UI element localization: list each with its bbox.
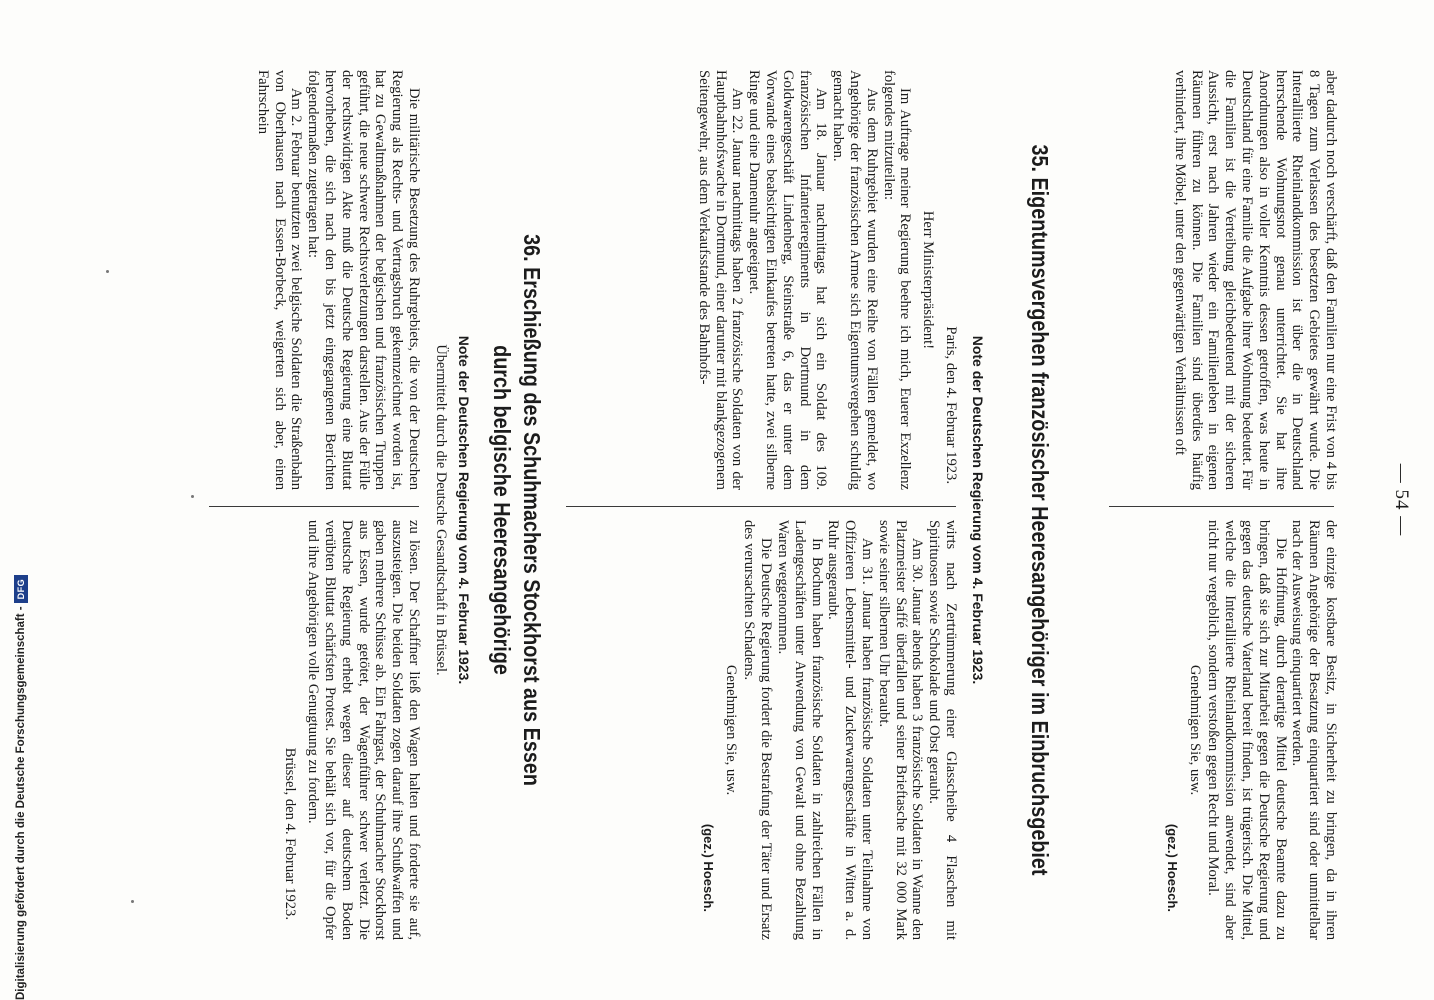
section-35-left-paragraph: Am 22. Januar nachmittags haben 2 französische Soldaten von der Hauptbahnhofswache in Dortmund, einer darunter mit blankgezogenem Seitengewehr, aus dem Verkaufsstande des Bahnhofs-: [695, 70, 746, 490]
column-divider: [566, 506, 956, 507]
section-35-left-paragraph: Am 18. Januar nachmittags hat sich ein Soldat des 109. französischen Infanterieregiments in Dortmund in dem Goldwarengeschäft Lindenberg, Steinstraße 6, das er unter dem Vorwande eines beabsichtigten Einkaufes betreten hatte, zwei silberne Ringe und eine Damenuhr angeeignet.: [746, 70, 830, 490]
section-35-closing: Genehmigen Sie, usw.: [722, 664, 739, 796]
section-35-left-column: [695, 70, 959, 490]
section-35-right-paragraph: In Bochum haben französische Soldaten in zahlreichen Fällen in Ladengeschäften unter Anwendung von Gewalt und ohne Bezahlung Waren weggenommen.: [775, 520, 825, 940]
carryover-right-text: der einzige kostbare Besitz, in Sicherheit zu bringen, da in ihren Räumen Angehörige der Besatzung einquartiert sind oder unmittelbar nach der Ausweisung einquartiert werden.: [1289, 520, 1339, 940]
section-36-place-date: Brüssel, den 4. Februar 1923.: [282, 747, 299, 920]
section-36-transmitted: Übermittelt durch die Deutsche Gesandtschaft in Brüssel.: [433, 344, 449, 676]
margin-credit-text: Digitalisierung gefördert durch die Deutsche Forschungsgemeinschaft -: [15, 606, 28, 1000]
section-35-right-paragraph: Die Deutsche Regierung fordert die Bestrafung der Täter und Ersatz des verursachten Schadens.: [741, 520, 775, 940]
column-divider: [209, 506, 419, 507]
carryover-left-text: aber dadurch noch verschärft, daß den Familien nur eine Frist von 4 bis 8 Tagen zum Verlassen des besetzten Gebietes gewährt wurde. Die Interalliierte Rheinlandkommission ist über die in Deutschland herrschende Wohnungsnot genau unterrichtet. Sie hat ihre Anordnungen also in voller Kenntnis dessen getroffen, was heute in Deutschland für eine Familie die Aufgabe ihrer Wohnung bedeutet. Für die Familien ist die Verteibung gleichbedeutend mit der sicheren Aussicht, erst nach Jahren wieder ein Familienleben in eigenen Räumen führen zu können. Die Familien sind überdies häufig verhindert, ihre Möbel, unter den gegenwärtigen Verhältnissen oft: [1171, 70, 1339, 490]
section-36-title-line-2: durch belgische Heeresangehörige: [489, 345, 515, 675]
carryover-left-column: [1171, 70, 1339, 490]
carryover-right-column: [1163, 520, 1339, 940]
column-divider: [1109, 506, 1334, 507]
section-35-signature: (gez.) Hoesch.: [700, 823, 716, 912]
section-36-title-line-1: 36. Erschießung des Schuhmachers Stockhorst aus Essen: [519, 234, 545, 786]
scan-speck: [191, 495, 194, 498]
page-number: — 54 —: [1391, 463, 1412, 537]
scan-speck: [106, 270, 109, 273]
section-35-left-paragraph: Im Auftrage meiner Regierung beehre ich mich, Euerer Exzellenz folgendes mitzuteilen:: [880, 70, 914, 490]
section-36-right-column: [282, 520, 422, 940]
section-35-right-column: [699, 520, 959, 940]
section-35-left-paragraph: Aus dem Ruhrgebiet wurden eine Reihe von Fällen gemeldet, wo Angehörige der französischen Armee sich Eigentumsvergehen schuldig gemacht haben.: [830, 70, 880, 490]
section-36-left-column: [254, 70, 422, 490]
scan-speck: [131, 900, 134, 903]
section-35-title: 35. Eigentumsvergehen französischer Heeresangehöriger im Einbruchsgebiet: [1027, 144, 1053, 876]
section-36-note-heading: Note der Deutschen Regierung vom 4. Februar 1923.: [456, 335, 472, 685]
section-35-note-heading: Note der Deutschen Regierung vom 4. Februar 1923.: [970, 335, 986, 685]
section-35-right-paragraph: Am 31. Januar haben französische Soldaten unter Teilnahme von Offizieren Lebensmittel- und Zuckerwarengeschäfte in Witten a. d. Ruhr ausgeraubt.: [825, 520, 876, 940]
section-35-salutation: Herr Ministerpräsident!: [920, 210, 937, 350]
margin-credit: [14, 575, 28, 1000]
section-35-right-paragraph: wirts nach Zertrümmerung einer Glasscheibe 4 Flaschen mit Spirituosen sowie Schokolade und Obst geraubt.: [926, 520, 959, 940]
section-36-left-paragraph: Die militärische Besetzung des Ruhrgebiets, die von der Deutschen Regierung als Rechts- und Vertragsbruch gekennzeichnet worden ist, hat zu Gewaltmaßnahmen der belgischen und französischen Truppen geführt, die neue schwere Rechtsverletzungen darstellen. Aus der Fülle der rechtswidrigen Akte muß die Deutsche Regierung eine Bluttat hervorheben, die sich nach den bis jetzt eingegangenen Berichten folgendermaßen zugetragen hat:: [305, 70, 422, 490]
section-35-place-date: Paris, den 4. Februar 1923.: [943, 326, 959, 484]
dfg-logo: DFG: [14, 575, 28, 604]
section-36-left-paragraph: Am 2. Februar benutzten zwei belgische Soldaten die Straßenbahn von Oberhausen nach Essen-Borbeck, weigerten sich aber, einen Fahrschein: [254, 70, 305, 490]
section-35-right-paragraph: Am 30. Januar abends haben 3 französische Soldaten in Wanne den Platzmeister Saffé überfallen und seiner Brieftasche mit 32 000 Mark sowie seiner silbernen Uhr beraubt.: [875, 520, 926, 940]
section-36-right-paragraph: zu lösen. Der Schaffner ließ den Wagen halten und forderte sie auf, auszusteigen. Die beiden Soldaten zogen darauf ihre Schußwaffen und gaben mehrere Schüsse ab. Ein Fahrgast, der Schuhmacher Stockhorst aus Essen, wurde getötet, der Wagenführer schwer verletzt. Die Deutsche Regierung erhebt wegen dieser auf deutschem Boden verübten Bluttat schärfsten Protest. Sie behält sich vor, für die Opfer und ihre Angehörigen volle Genugtuung zu fordern.: [305, 520, 422, 940]
carryover-right-text-2: Die Hoffnung, durch derartige Mittel deutsche Beamte dazu zu bringen, daß sie sich zur Mitarbeit gegen die Deutsche Regierung und gegen das deutsche Vaterland bereit finden, ist trügerisch. Die Mittel, welche die Interalliierte Rheinlandkommission anwendet, sind aber nicht nur vergeblich, sondern verstoßen gegen Recht und Moral.: [1205, 520, 1289, 940]
carryover-signature: (gez.) Hoesch.: [1164, 823, 1180, 912]
carryover-closing: Genehmigen Sie, usw.: [1186, 664, 1203, 796]
